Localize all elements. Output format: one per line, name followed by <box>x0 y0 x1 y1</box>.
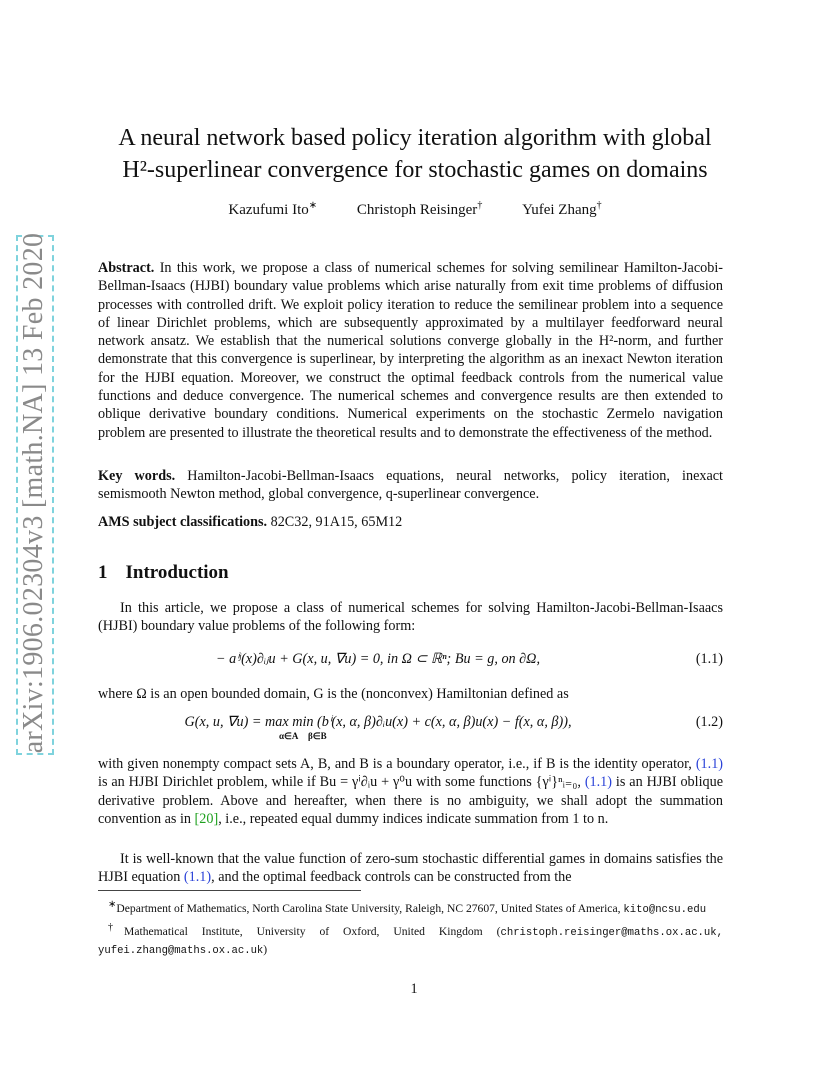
footnote-text: Department of Mathematics, North Carolina State University, Raleigh, NC 27607, United States of America, <box>116 901 621 915</box>
keywords-label: Key words. <box>98 468 176 484</box>
paragraph-3 <box>98 755 723 828</box>
equation-1-2 <box>98 714 723 741</box>
ams-classifications <box>98 513 723 531</box>
min-subscript: β∈B <box>308 731 327 741</box>
section-heading <box>98 562 229 584</box>
equation-expression: − aⁱʲ(x)∂ᵢⱼu + G(x, u, ∇u) = 0, in Ω ⊂ ℝⁿ; Bu = g, on ∂Ω, <box>215 651 540 667</box>
footnote-rule <box>98 890 361 891</box>
equation-1-1 <box>98 651 723 673</box>
equation-label: (1.1) <box>695 651 723 667</box>
text: , and the optimal feedback controls can be constructed from the <box>211 869 572 886</box>
footnote-2 <box>98 920 723 959</box>
keywords <box>98 467 723 504</box>
footnote-text: Mathematical Institute, University of Oxford, United Kingdom ( <box>124 925 501 939</box>
author <box>228 202 317 218</box>
equation-label: (1.2) <box>695 714 723 730</box>
max-subscript: α∈A <box>279 731 299 741</box>
author <box>357 202 482 218</box>
equation-ref-link[interactable]: (1.1) <box>695 756 724 772</box>
page-number: 1 <box>410 981 418 997</box>
text: ) <box>263 942 268 956</box>
email-link[interactable]: christoph.reisinger@maths.ox.ac.uk, yufei.zhang@maths.ox.ac.uk <box>98 927 723 957</box>
text: with given nonempty compact sets A, B, and B is a boundary operator, i.e., if B is the identity operator, <box>98 756 692 772</box>
abstract-label: Abstract. <box>98 260 155 276</box>
email-link[interactable]: kito@ncsu.edu <box>623 903 707 916</box>
section-title: Introduction <box>125 562 229 583</box>
paragraph-2: where Ω is an open bounded domain, G is the (nonconvex) Hamiltonian defined as <box>98 686 569 702</box>
text: is an HJBI Dirichlet problem, while if Bu = γⁱ∂ᵢu + γ⁰u with some functions {γⁱ}ⁿᵢ₌₀, <box>98 774 581 791</box>
equation-ref-link[interactable]: (1.1) <box>183 869 212 886</box>
author-name: Yufei Zhang <box>522 202 597 218</box>
title-line-2: H²-superlinear convergence for stochastic games on domains <box>122 157 708 183</box>
footnote-mark: ∗ <box>108 899 117 910</box>
author-mark: † <box>477 200 483 211</box>
author <box>522 202 602 218</box>
title-line-1: A neural network based policy iteration algorithm with global <box>118 125 712 151</box>
keywords-text: Hamilton-Jacobi-Bellman-Isaacs equations, neural networks, policy iteration, inexact semismooth Newton method, global convergence, q-superlinear convergence. <box>98 468 723 503</box>
footnote-mark: † <box>108 922 125 934</box>
paragraph-4 <box>98 850 723 887</box>
text: It is well-known that the value function of zero-sum stochastic differential games in domains satisfies the HJBI equation <box>98 851 723 886</box>
ams-label: AMS subject classifications. <box>98 514 268 530</box>
author-name: Kazufumi Ito <box>228 202 309 218</box>
equation-ref-link[interactable]: (1.1) <box>584 774 612 791</box>
text: is an HJBI oblique derivative problem. Above and hereafter, when there is no ambiguity, we shall adopt the summation convention as in <box>98 774 724 827</box>
author-mark: ∗ <box>308 200 318 211</box>
footnotes <box>98 897 723 962</box>
footnote-1 <box>98 897 723 918</box>
equation-expression: G(x, u, ∇u) = max min (bⁱ(x, α, β)∂ᵢu(x) + c(x, α, β)u(x) − f(x, α, β)), <box>184 714 572 730</box>
paper-title <box>90 122 740 186</box>
citation-link[interactable]: [20] <box>194 810 219 827</box>
author-mark: † <box>596 200 602 211</box>
abstract-text: In this work, we propose a class of numerical schemes for solving semilinear Hamilton-Jacobi-Bellman-Isaacs (HJBI) boundary value problems which arise naturally from exit time problems of diffusion processes with controlled drift. We exploit policy iteration to reduce the semilinear problem into a sequence of linear Dirichlet problems, which are subsequently approximated by a multilayer feedforward neural network ansatz. We establish that the numerical solutions converge globally in the H²-norm, and further demonstrate that this convergence is superlinear, by interpreting the algorithm as an inexact Newton iteration for the HJBI equation. Moreover, we construct the optimal feedback controls from the numerical value functions and deduce convergence. The numerical schemes and convergence results are then extended to oblique derivative boundary conditions. Numerical experiments on the stochastic Zermelo navigation problem are presented to illustrate the theoretical results and to demonstrate the effectiveness of the method. <box>98 260 723 441</box>
author-name: Christoph Reisinger <box>356 202 478 218</box>
arxiv-stamp[interactable]: arXiv:1906.02304v3 [math.NA] 13 Feb 2020 <box>18 232 49 754</box>
section-number: 1 <box>98 562 108 583</box>
ams-text: 82C32, 91A15, 65M12 <box>270 514 403 530</box>
text: , i.e., repeated equal dummy indices indicate summation from 1 to n. <box>218 810 609 827</box>
abstract <box>98 259 723 442</box>
author-list <box>90 200 740 219</box>
paragraph-1: In this article, we propose a class of numerical schemes for solving Hamilton-Jacobi-Bellman-Isaacs (HJBI) boundary value problems of the following form: <box>98 600 723 635</box>
